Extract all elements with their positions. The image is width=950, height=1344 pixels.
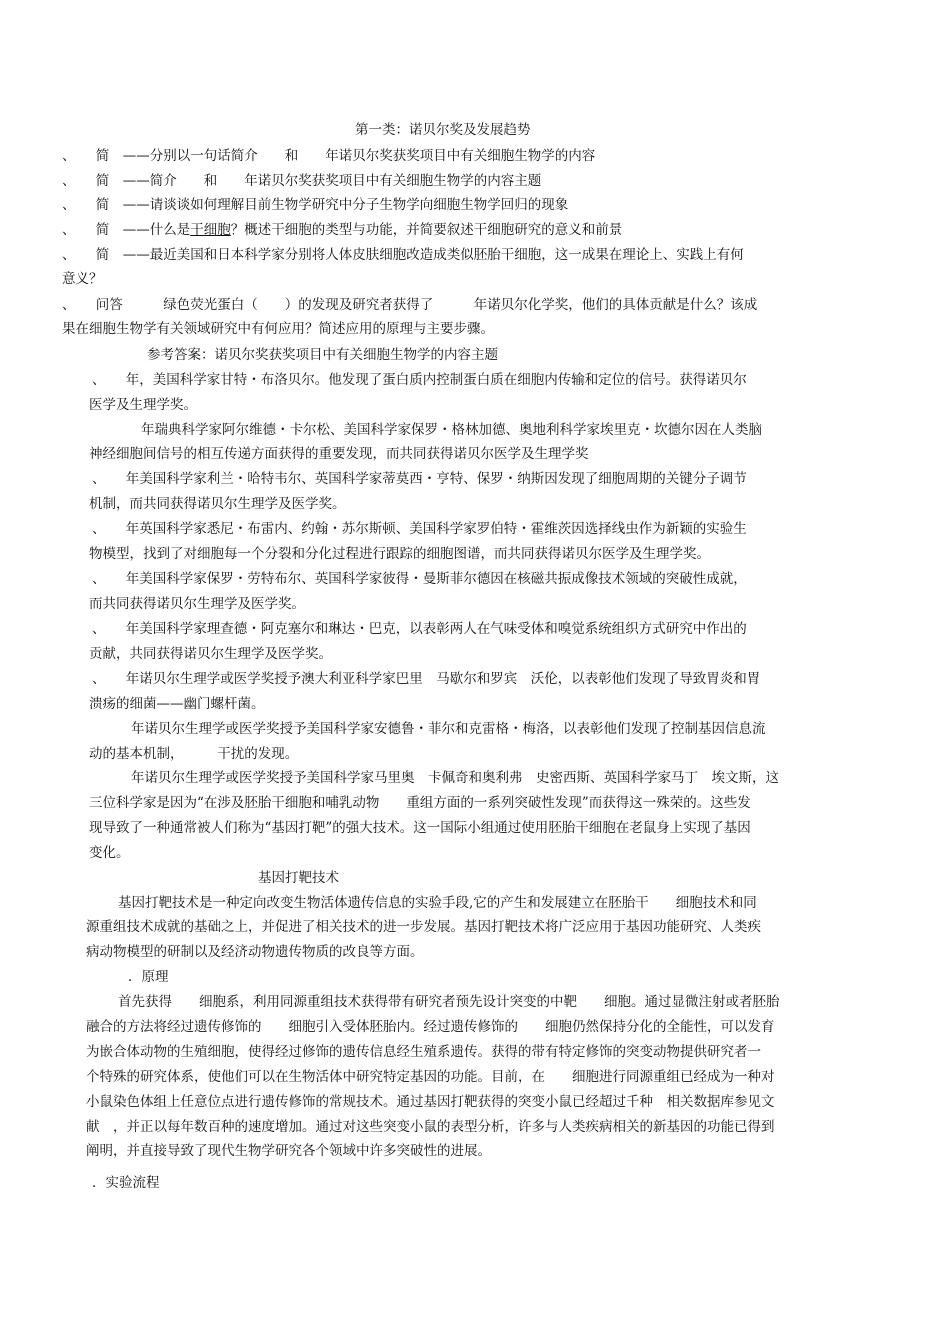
answer-3-line-2: 机制，而共同获得诺贝尔生理学及医学奖。 [89, 496, 346, 512]
answer-7-line-1: 、 年诺贝尔生理学或医学奖授予澳大利亚科学家巴里 马歇尔和罗宾 沃伦，以表彰他们发现了导致胃炎和胃 [92, 671, 761, 687]
answer-6-line-2: 贡献，共同获得诺贝尔生理学及医学奖。 [89, 646, 332, 662]
principle-line-6: 献 ，并正以每年数百种的速度增加。通过对这些突变小鼠的表型分析，许多与人类疾病相关的新基因的功能已得到 [86, 1119, 775, 1135]
gene-targeting-heading: 基因打靶技术 [258, 870, 339, 886]
gene-targeting-paragraph-line-2: 源重组技术成就的基础之上，并促进了相关技术的进一步发展。基因打靶技术将广泛应用于基因功能研究、人类疾 [86, 919, 761, 935]
answer-2-line-2: 神经细胞间信号的相互传递方面获得的重要发现，而共同获得诺贝尔医学及生理学奖 [89, 446, 589, 462]
question-4-suffix: ？概述干细胞的类型与功能，并简要叙述干细胞研究的意义和前景 [230, 222, 623, 238]
principle-line-5: 小鼠染色体组上任意位点进行遗传修饰的常规技术。通过基因打靶获得的突变小鼠已经超过千种 相关数据库参见文 [86, 1094, 775, 1110]
principle-line-2: 融合的方法将经过遗传修饰的 细胞引入受体胚胎内。经过遗传修饰的 细胞仍然保持分化的全能性，可以发育 [86, 1019, 775, 1035]
answer-9-line-3: 现导致了一种通常被人们称为“基因打靶”的强大技术。这一国际小组通过使用胚胎干细胞在老鼠身上实现了基因 [89, 820, 751, 836]
answer-9-line-2: 三位科学家是因为“在涉及胚胎干细胞和哺乳动物 重组方面的一系列突破性发现”而获得这一殊荣的。这些发 [89, 795, 751, 811]
principle-line-1: 首先获得 细胞系，利用同源重组技术获得带有研究者预先设计突变的中靶 细胞。通过显微注射或者胚胎 [118, 994, 780, 1010]
question-5-line-2: 意义？ [62, 271, 103, 287]
question-3: 、 简 ——请谈谈如何理解目前生物学研究中分子生物学向细胞生物学回归的现象 [62, 197, 569, 213]
section-workflow-heading: ．实验流程 [92, 1175, 160, 1191]
answer-1-line-1: 、 年，美国科学家甘特・布洛贝尔。他发现了蛋白质内控制蛋白质在细胞内传输和定位的信号。获得诺贝尔 [92, 372, 747, 388]
answer-9-line-4: 变化。 [89, 845, 130, 861]
principle-line-7: 阐明，并直接导致了现代生物学研究各个领域中许多突破性的进展。 [86, 1143, 491, 1159]
answer-8-line-2: 动的基本机制， 干扰的发现。 [89, 746, 299, 762]
answer-8-line-1: 年诺贝尔生理学或医学奖授予美国科学家安德鲁・菲尔和克雷格・梅洛，以表彰他们发现了控制基因信息流 [131, 721, 766, 737]
gene-targeting-paragraph-line-3: 病动物模型的研制以及经济动物遗传物质的改良等方面。 [86, 944, 424, 960]
principle-line-3: 为嵌合体动物的生殖细胞，使得经过修饰的遗传信息经生殖系遗传。获得的带有特定修饰的突变动物提供研究者一 [86, 1044, 761, 1060]
answer-5-line-2: 而共同获得诺贝尔生理学及医学奖。 [89, 596, 305, 612]
answer-2-line-1: 年瑞典科学家阿尔维德・卡尔松、美国科学家保罗・格林加德、奥地利科学家埃里克・坎德尔因在人类脑 [141, 422, 762, 438]
principle-line-4: 个特殊的研究体系，使他们可以在生物活体中研究特定基因的功能。目前，在 细胞进行同源重组已经成为一种对 [86, 1069, 775, 1085]
question-4 [62, 221, 622, 239]
answer-3-line-1: 、 年美国科学家利兰・哈特韦尔、英国科学家蒂莫西・亨特、保罗・纳斯因发现了细胞周期的关键分子调节 [92, 471, 747, 487]
answer-4-line-2: 物模型，找到了对细胞每一个分裂和分化过程进行跟踪的细胞图谱，而共同获得诺贝尔医学及生理学奖。 [89, 546, 710, 562]
answer-9-line-1: 年诺贝尔生理学或医学奖授予美国科学家马里奥 卡佩奇和奥利弗 史密西斯、英国科学家马丁 埃文斯，这 [131, 770, 779, 786]
question-1: 、 简 ——分别以一句话简介 和 年诺贝尔奖获奖项目中有关细胞生物学的内容 [62, 148, 596, 164]
question-2: 、 简 ——简介 和 年诺贝尔奖获奖项目中有关细胞生物学的内容主题 [62, 173, 542, 189]
answer-1-line-2: 医学及生理学奖。 [89, 397, 197, 413]
gene-targeting-paragraph-line-1: 基因打靶技术是一种定向改变生物活体遗传信息的实验手段,它的产生和发展建立在胚胎干 细胞技术和同 [118, 895, 757, 911]
answer-4-line-1: 、 年英国科学家悉尼・布雷内、约翰・苏尔斯顿、美国科学家罗伯特・霍维茨因选择线虫作为新颖的实验生 [92, 521, 747, 537]
question-4-prefix: 、 简 ——什么是 [62, 222, 191, 238]
page-title: 第一类：诺贝尔奖及发展趋势 [355, 122, 531, 138]
answer-5-line-1: 、 年美国科学家保罗・劳特布尔、英国科学家彼得・曼斯菲尔德因在核磁共振成像技术领域的突破性成就， [92, 571, 747, 587]
stem-cell-link[interactable]: 干细胞 [190, 222, 231, 238]
question-6-line-1: 、 问答 绿色荧光蛋白（ ）的发现及研究者获得了 年诺贝尔化学奖，他们的具体贡献是什么？该成 [62, 297, 758, 313]
section-principle-heading: ．原理 [128, 969, 169, 985]
question-5-line-1: 、 简 ——最近美国和日本科学家分别将人体皮肤细胞改造成类似胚胎干细胞，这一成果在理论上、实践上有何 [62, 247, 744, 263]
question-6-line-2: 果在细胞生物学有关领域研究中有何应用？简述应用的原理与主要步骤。 [62, 321, 494, 337]
answer-heading: 参考答案：诺贝尔奖获奖项目中有关细胞生物学的内容主题 [147, 347, 498, 363]
answer-7-line-2: 溃疡的细菌——幽门螺杆菌。 [89, 696, 265, 712]
answer-6-line-1: 、 年美国科学家理查德・阿克塞尔和琳达・巴克，以表彰两人在气味受体和嗅觉系统组织方式研究中作出的 [92, 621, 747, 637]
